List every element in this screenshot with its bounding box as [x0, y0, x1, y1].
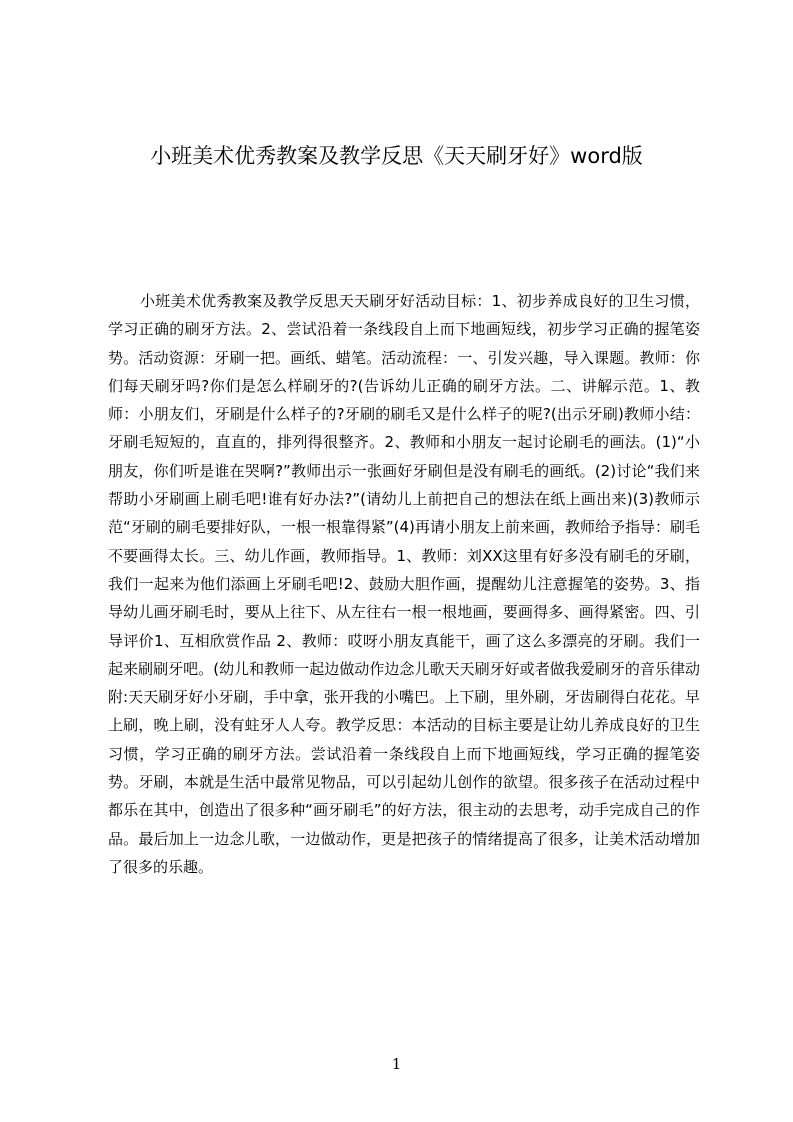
document-body-paragraph: 小班美术优秀教案及教学反思天天刷牙好活动目标：1、初步养成良好的卫生习惯，学习正确的刷牙方法。2、尝试沿着一条线段自上而下地画短线，初步学习正确的握笔姿势。活动资源：牙刷一把。画纸、蜡笔。活动流程：一、引发兴趣，导入课题。教师：你们每天刷牙吗?你们是怎么样刷牙的?(告诉幼儿正确的刷牙方法。二、讲解示范。1、教师：小朋友们，牙刷是什么样子的?牙刷的刷毛又是什么样子的呢?(出示牙刷)教师小结：牙刷毛短短的，直直的，排列得很整齐。2、教师和小朋友一起讨论刷毛的画法。(1)“小朋友，你们听是谁在哭啊?”教师出示一张画好牙刷但是没有刷毛的画纸。(2)讨论“我们来帮助小牙刷画上刷毛吧!谁有好办法?”(请幼儿上前把自己的想法在纸上画出来)(3)教师示范“牙刷的刷毛要排好队，一根一根靠得紧”(4)再请小朋友上前来画，教师给予指导：刷毛不要画得太长。三、幼儿作画，教师指导。1、教师：刘XX这里有好多没有刷毛的牙刷，我们一起来为他们添画上牙刷毛吧!2、鼓励大胆作画，提醒幼儿注意握笔的姿势。3、指导幼儿画牙刷毛时，要从上往下、从左往右一根一根地画，要画得多、画得紧密。四、引导评价1、互相欣赏作品 2、教师：哎呀小朋友真能干，画了这么多漂亮的牙刷。我们一起来刷刷牙吧。(幼儿和教师一起边做动作边念儿歌天天刷牙好或者做我爱刷牙的音乐律动附:天天刷牙好小牙刷，手中拿，张开我的小嘴巴。上下刷，里外刷，牙齿刷得白花花。早上刷，晚上刷，没有蛀牙人人夸。教学反思：本活动的目标主要是让幼儿养成良好的卫生习惯，学习正确的刷牙方法。尝试沿着一条线段自上而下地画短线，学习正确的握笔姿势。牙刷，本就是生活中最常见物品，可以引起幼儿创作的欲望。很多孩子在活动过程中都乐在其中，创造出了很多种“画牙刷毛”的好方法，很主动的去思考，动手完成自己的作品。最后加上一边念儿歌，一边做动作，更是把孩子的情绪提高了很多，让美术活动增加了很多的乐趣。	[108, 292, 700, 876]
page-number: 1	[391, 1055, 402, 1073]
document-title: 小班美术优秀教案及教学反思《天天刷牙好》word版	[150, 144, 643, 168]
